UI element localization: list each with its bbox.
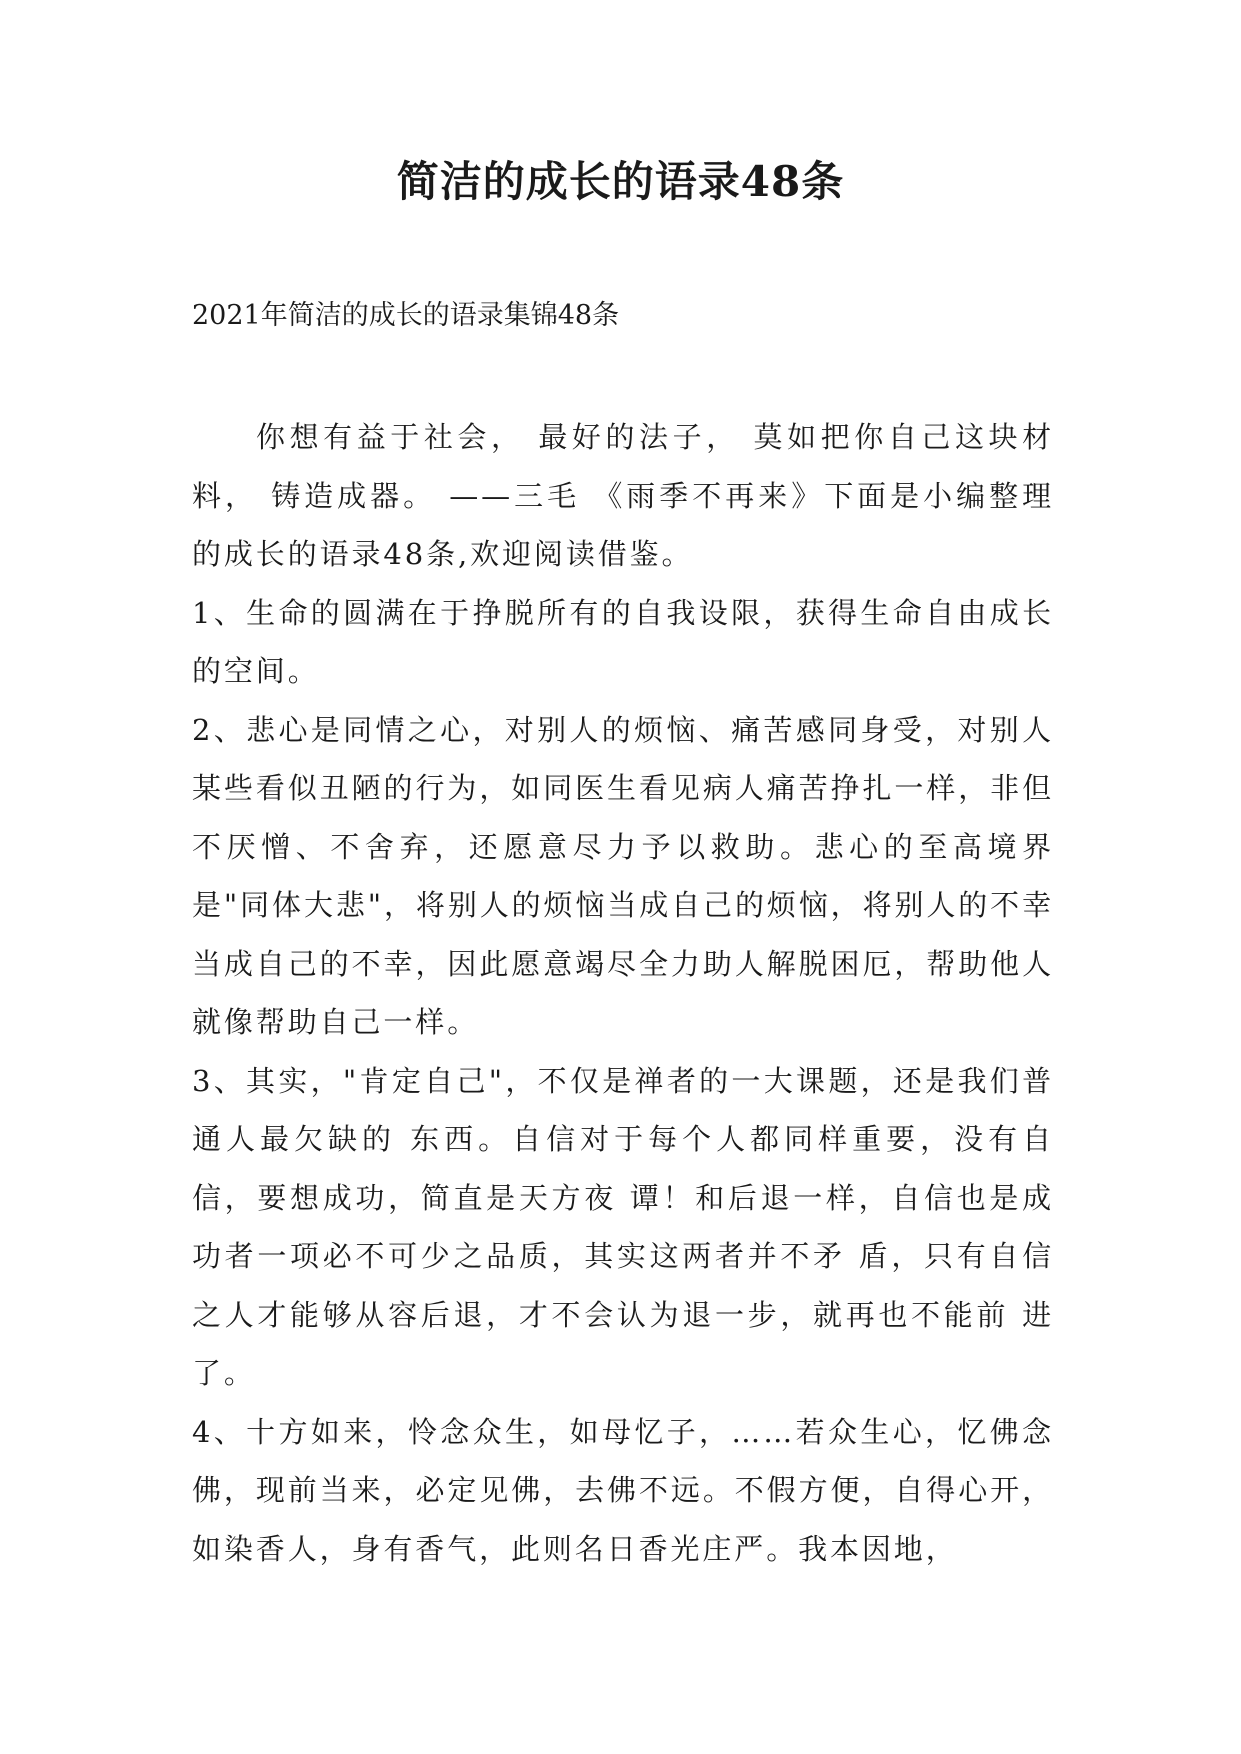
quote-item-4: 4、十方如来，怜念众生，如母忆子，……若众生心，忆佛念佛，现前当来，必定见佛，去佛不远。不假方便，自得心开，如染香人，身有香气，此则名日香光庄严。我本因地， (192, 1414, 1054, 1566)
document-subtitle: 2021年简洁的成长的语录集锦48条 (192, 300, 620, 331)
document-body (192, 408, 1054, 1578)
quote-item-3: 3、其实，"肯定自己"，不仅是禅者的一大课题，还是我们普通人最欠缺的 东西。自信对于每个人都同样重要，没有自信，要想成功，简直是天方夜 谭！和后退一样，自信也是成功者一项必不可少之品质，其实这两者并不矛 盾，只有自信之人才能够从容后退，才不会认为退一步，就再也不能前 进了。 (192, 1063, 1054, 1390)
document-title: 简洁的成长的语录48条 (396, 157, 845, 206)
intro-paragraph: 你想有益于社会， 最好的法子， 莫如把你自己这块材料， 铸造成器。 ——三毛 《雨季不再来》下面是小编整理的成长的语录48条,欢迎阅读借鉴。 (192, 420, 1054, 571)
quote-item-2: 2、悲心是同情之心，对别人的烦恼、痛苦感同身受，对别人某些看似丑陋的行为，如同医生看见病人痛苦挣扎一样，非但不厌憎、不舍弃，还愿意尽力予以救助。悲心的至高境界是"同体大悲"，将别人的烦恼当成自己的烦恼，将别人的不幸当成自己的不幸，因此愿意竭尽全力助人解脱困厄，帮助他人就像帮助自己一样。 (192, 712, 1054, 1039)
quote-item-1: 1、生命的圆满在于挣脱所有的自我设限，获得生命自由成长的空间。 (192, 595, 1054, 688)
